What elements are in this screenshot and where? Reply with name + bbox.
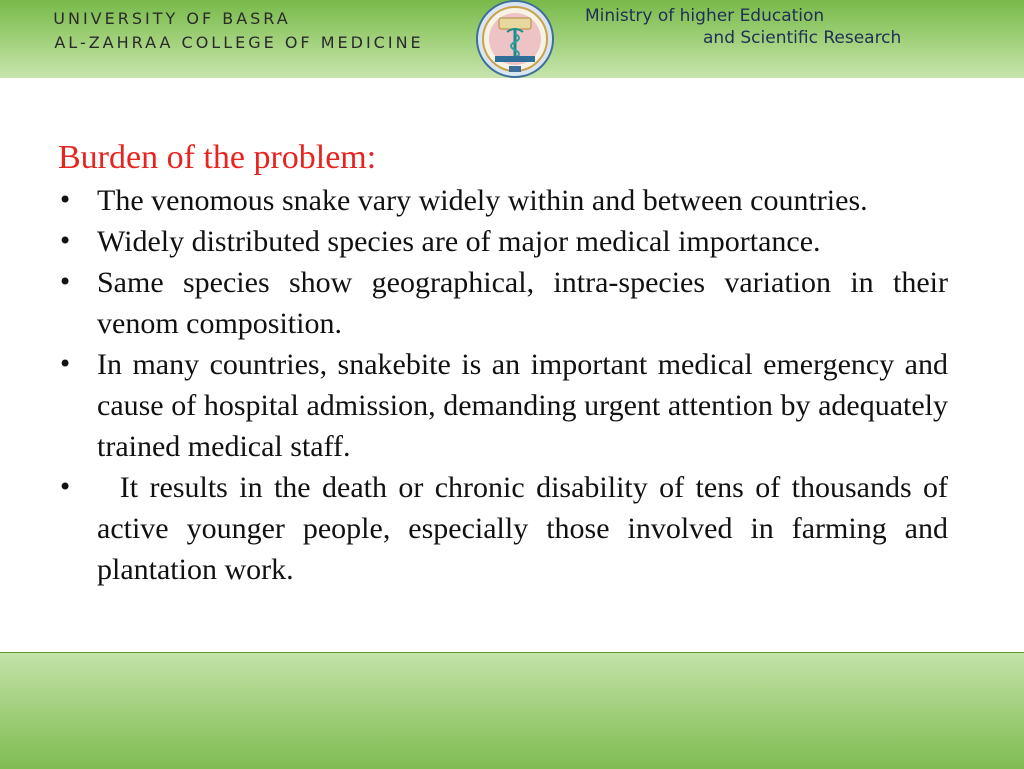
bullet-item [58, 467, 956, 590]
bullet-item [58, 344, 948, 467]
bullet-dot-icon: • [58, 268, 73, 296]
bullet-text: It results in the death or chronic disability of tens of thousands of active younger people, especially those involved in farming and plantation work. [97, 471, 956, 586]
university-name: UNIVERSITY OF BASRA [53, 9, 291, 28]
bullet-text: Same species show geographical, intra-species variation in their venom composition. [97, 266, 948, 340]
college-name: AL-ZAHRAA COLLEGE OF MEDICINE [54, 33, 424, 52]
bullet-dot-icon: • [58, 350, 73, 378]
header-band [0, 0, 1024, 78]
bullet-item [58, 221, 948, 262]
slide-content [58, 138, 956, 590]
bullet-dot-icon: • [58, 473, 73, 501]
bullet-dot-icon: • [58, 186, 73, 214]
bullet-item [58, 180, 948, 221]
slide-title: Burden of the problem: [58, 139, 377, 176]
bullet-text: In many countries, snakebite is an important medical emergency and cause of hospital admission, demanding urgent attention by adequately trained medical staff. [97, 348, 948, 463]
footer-band [0, 652, 1024, 769]
ministry-line-2: and Scientific Research [703, 28, 902, 48]
bullet-item [58, 262, 948, 344]
bullet-dot-icon: • [58, 227, 73, 255]
bullet-text: Widely distributed species are of major medical importance. [97, 225, 821, 258]
college-emblem-icon [469, 0, 561, 78]
ministry-line-1: Ministry of higher Education [585, 6, 825, 26]
bullet-text: The venomous snake vary widely within and between countries. [97, 184, 868, 217]
bullet-list [58, 180, 956, 590]
